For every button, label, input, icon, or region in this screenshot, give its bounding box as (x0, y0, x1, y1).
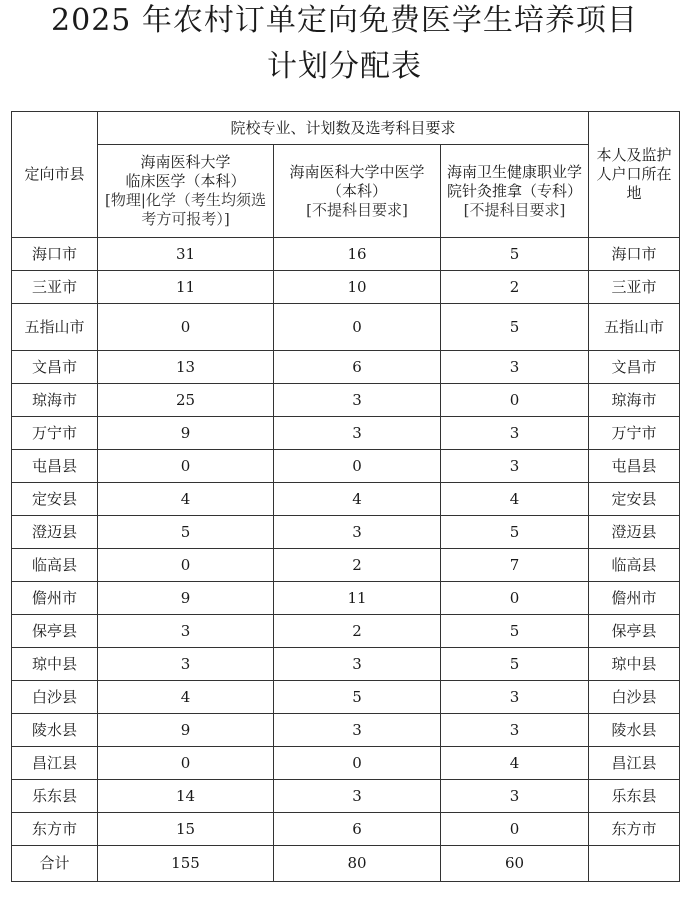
county-cell: 昌江县 (12, 747, 98, 780)
county-cell: 屯昌县 (12, 450, 98, 483)
value-cell: 11 (98, 271, 274, 304)
value-cell: 4 (274, 483, 441, 516)
table-row (12, 351, 680, 384)
residence-cell: 陵水县 (589, 714, 680, 747)
header-group: 院校专业、计划数及选考科目要求 (98, 112, 589, 145)
value-cell: 2 (274, 549, 441, 582)
value-cell: 3 (274, 417, 441, 450)
value-cell: 3 (441, 450, 589, 483)
value-cell: 9 (98, 714, 274, 747)
table-row (12, 483, 680, 516)
header-col3-school: 海南卫生健康职业学院针灸推拿（专科） (447, 162, 583, 200)
total-value: 80 (274, 846, 441, 882)
allocation-table (11, 111, 680, 882)
table-row (12, 813, 680, 846)
table-row (12, 681, 680, 714)
value-cell: 11 (274, 582, 441, 615)
value-cell: 9 (98, 417, 274, 450)
value-cell: 10 (274, 271, 441, 304)
value-cell: 13 (98, 351, 274, 384)
table-row (12, 648, 680, 681)
county-cell: 琼中县 (12, 648, 98, 681)
residence-cell: 海口市 (589, 238, 680, 271)
value-cell: 7 (441, 549, 589, 582)
value-cell: 0 (441, 582, 589, 615)
value-cell: 0 (441, 384, 589, 417)
residence-cell: 琼中县 (589, 648, 680, 681)
residence-cell: 屯昌县 (589, 450, 680, 483)
header-county: 定向市县 (12, 112, 98, 238)
table-row (12, 714, 680, 747)
header-col1-requirement: [物理|化学（考生均须选考方可报考）] (105, 191, 266, 228)
county-cell: 东方市 (12, 813, 98, 846)
county-cell: 三亚市 (12, 271, 98, 304)
table-row (12, 582, 680, 615)
value-cell: 0 (98, 549, 274, 582)
value-cell: 3 (274, 714, 441, 747)
value-cell: 3 (441, 780, 589, 813)
value-cell: 3 (98, 648, 274, 681)
residence-cell: 儋州市 (589, 582, 680, 615)
value-cell: 0 (274, 747, 441, 780)
county-cell: 海口市 (12, 238, 98, 271)
header-col1 (98, 145, 274, 238)
value-cell: 4 (98, 681, 274, 714)
page-title: 2025 年农村订单定向免费医学生培养项目 (51, 3, 638, 38)
value-cell: 16 (274, 238, 441, 271)
value-cell: 5 (441, 648, 589, 681)
table-row (12, 384, 680, 417)
total-residence-empty (589, 846, 680, 882)
county-cell: 陵水县 (12, 714, 98, 747)
total-label: 合计 (12, 846, 98, 882)
county-cell: 临高县 (12, 549, 98, 582)
table-row (12, 780, 680, 813)
value-cell: 25 (98, 384, 274, 417)
residence-cell: 琼海市 (589, 384, 680, 417)
value-cell: 0 (98, 747, 274, 780)
total-value: 155 (98, 846, 274, 882)
value-cell: 0 (274, 304, 441, 351)
value-cell: 3 (274, 780, 441, 813)
value-cell: 0 (98, 304, 274, 351)
county-cell: 五指山市 (12, 304, 98, 351)
table-row (12, 304, 680, 351)
county-cell: 保亭县 (12, 615, 98, 648)
residence-cell: 澄迈县 (589, 516, 680, 549)
county-cell: 白沙县 (12, 681, 98, 714)
value-cell: 4 (441, 483, 589, 516)
value-cell: 31 (98, 238, 274, 271)
residence-cell: 三亚市 (589, 271, 680, 304)
value-cell: 5 (274, 681, 441, 714)
county-cell: 琼海市 (12, 384, 98, 417)
residence-cell: 东方市 (589, 813, 680, 846)
residence-cell: 白沙县 (589, 681, 680, 714)
value-cell: 3 (274, 648, 441, 681)
residence-cell: 昌江县 (589, 747, 680, 780)
table-row (12, 615, 680, 648)
total-value: 60 (441, 846, 589, 882)
value-cell: 3 (441, 681, 589, 714)
value-cell: 3 (441, 417, 589, 450)
header-col3-requirement: [不提科目要求] (463, 200, 566, 219)
value-cell: 3 (274, 384, 441, 417)
total-row (12, 846, 680, 882)
county-cell: 乐东县 (12, 780, 98, 813)
header-col2-requirement: [不提科目要求] (306, 200, 408, 219)
residence-cell: 定安县 (589, 483, 680, 516)
county-cell: 万宁市 (12, 417, 98, 450)
value-cell: 4 (441, 747, 589, 780)
page-subtitle: 计划分配表 (267, 49, 422, 84)
residence-cell: 保亭县 (589, 615, 680, 648)
value-cell: 0 (274, 450, 441, 483)
value-cell: 5 (98, 516, 274, 549)
value-cell: 2 (441, 271, 589, 304)
table-row (12, 549, 680, 582)
residence-cell: 万宁市 (589, 417, 680, 450)
county-cell: 定安县 (12, 483, 98, 516)
value-cell: 2 (274, 615, 441, 648)
table-row (12, 747, 680, 780)
value-cell: 5 (441, 304, 589, 351)
value-cell: 14 (98, 780, 274, 813)
county-cell: 儋州市 (12, 582, 98, 615)
residence-cell: 临高县 (589, 549, 680, 582)
value-cell: 0 (98, 450, 274, 483)
residence-cell: 乐东县 (589, 780, 680, 813)
value-cell: 9 (98, 582, 274, 615)
value-cell: 3 (441, 351, 589, 384)
residence-cell: 文昌市 (589, 351, 680, 384)
table-row (12, 238, 680, 271)
value-cell: 5 (441, 516, 589, 549)
table-row (12, 271, 680, 304)
value-cell: 3 (441, 714, 589, 747)
table-row (12, 516, 680, 549)
table-row (12, 450, 680, 483)
value-cell: 0 (441, 813, 589, 846)
header-col1-school: 海南医科大学 (140, 153, 231, 171)
header-residence: 本人及监护人户口所在地 (589, 112, 680, 238)
header-col1-major: 临床医学（本科） (125, 172, 246, 190)
value-cell: 5 (441, 615, 589, 648)
header-col2-school: 海南医科大学中医学（本科） (289, 162, 425, 200)
value-cell: 15 (98, 813, 274, 846)
value-cell: 6 (274, 351, 441, 384)
county-cell: 澄迈县 (12, 516, 98, 549)
value-cell: 3 (98, 615, 274, 648)
table-row (12, 417, 680, 450)
value-cell: 5 (441, 238, 589, 271)
value-cell: 4 (98, 483, 274, 516)
county-cell: 文昌市 (12, 351, 98, 384)
header-col2 (274, 145, 441, 238)
value-cell: 6 (274, 813, 441, 846)
value-cell: 3 (274, 516, 441, 549)
header-col3 (441, 145, 589, 238)
residence-cell: 五指山市 (589, 304, 680, 351)
